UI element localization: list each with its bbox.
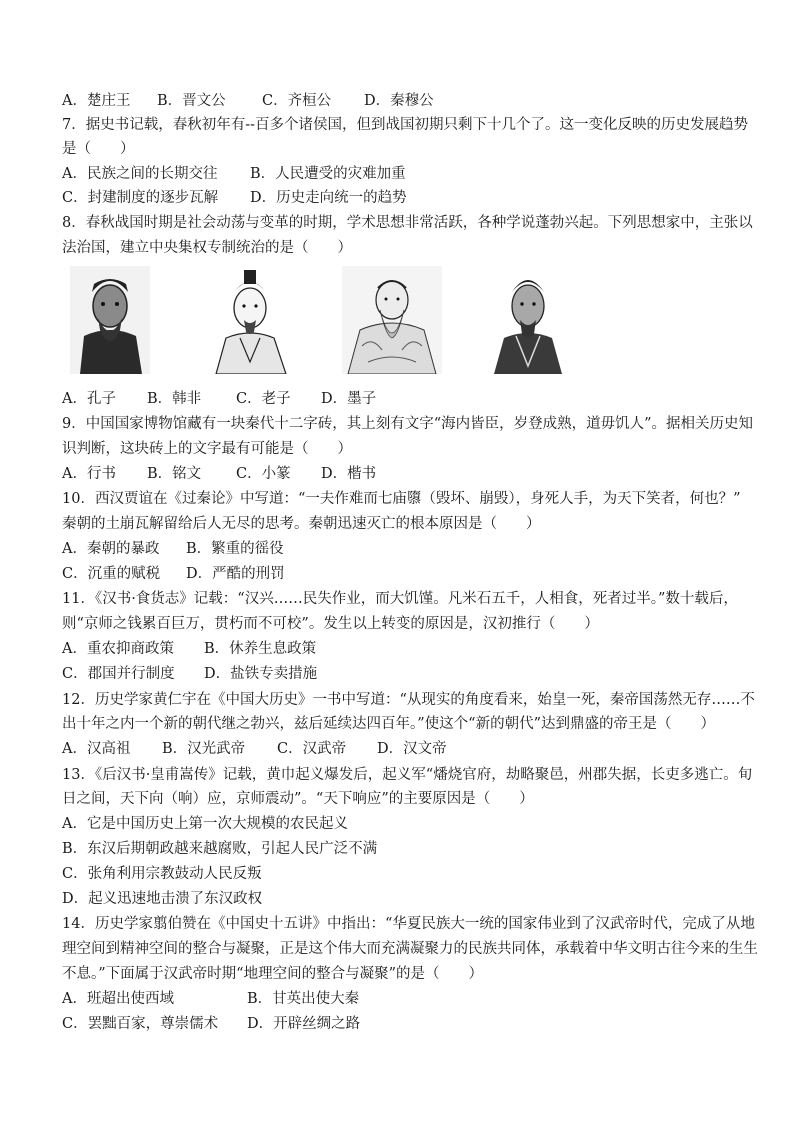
q12-options: [62, 737, 742, 761]
q7-options-row1: [62, 162, 742, 186]
q10-options-row2: [62, 562, 742, 586]
q10-stem-line1: 10．西汉贾谊在《过秦论》中写道：“一夫作难而七庙隳（毁坏、崩毁），身死人手，为天下笑者，何也？”: [62, 491, 741, 507]
q7-option-a: A．民族之间的长期交往: [62, 166, 218, 182]
q8-option-b: B．韩非: [147, 391, 202, 407]
q11-option-c: C．郡国并行制度: [62, 666, 175, 682]
q9-option-b: B．铭文: [147, 466, 202, 482]
q10-option-a: A．秦朝的暴政: [62, 541, 160, 557]
q14-option-c: C．罢黜百家，尊崇儒术: [62, 1016, 219, 1032]
q8-options: [62, 387, 742, 411]
q9-option-d: D．楷书: [321, 466, 377, 482]
q8-stem-line1: 8．春秋战国时期是社会动荡与变革的时期，学术思想非常活跃，各种学说蓬勃兴起。下列思想家中，主张以: [62, 215, 753, 231]
q10-option-c: C．沉重的赋税: [62, 566, 161, 582]
q11-option-a: A．重农抑商政策: [62, 641, 174, 657]
q13-option-d: D．起义迅速地击溃了东汉政权: [62, 891, 263, 907]
q9-options: [62, 462, 742, 486]
q8-stem-line2: 法治国，建立中央集权专制统治的是（ ）: [62, 240, 352, 256]
q12-option-c: C．汉武帝: [277, 741, 347, 757]
q10-stem-line2: 秦朝的土崩瓦解留给后人无尽的思考。秦朝迅速灭亡的根本原因是（ ）: [62, 516, 541, 532]
q12-stem-line2: 出十年之内一个新的朝代继之勃兴，兹后延续达四百年。”使这个“新的朝代”达到鼎盛的帝王是（ ）: [62, 716, 715, 732]
q7-option-d: D．历史走向统一的趋势: [250, 190, 407, 206]
q11-stem-line2: 则“京师之钱累百巨万，贯朽而不可校”。发生以上转变的原因是，汉初推行（ ）: [62, 616, 599, 632]
q13-option-c: C．张角利用宗教鼓动人民反叛: [62, 866, 262, 882]
q14-option-d: D．开辟丝绸之路: [247, 1016, 361, 1032]
portrait-confucius-image: [70, 266, 150, 374]
q13-stem-line1: 13．《后汉书·皇甫嵩传》记载，黄巾起义爆发后，起义军“燔烧官府，劫略聚邑，州郡失据，长吏多逃亡。旬: [62, 767, 753, 783]
q11-option-b: B．休养生息政策: [204, 641, 317, 657]
q13-stem-line2: 日之间，天下向（响）应，京师震动”。“天下响应”的主要原因是（ ）: [62, 791, 534, 807]
q13-option-b: B．东汉后期朝政越来越腐败，引起人民广泛不满: [62, 841, 378, 857]
q7-option-b: B．人民遭受的灾难加重: [250, 166, 406, 182]
q6-option-a: A．楚庄王: [62, 93, 131, 109]
q14-options-row1: [62, 987, 742, 1011]
portrait-mozi-image: [488, 266, 568, 374]
q7-stem-line1: 7．据史书记载，春秋初年有--百多个诸侯国，但到战国初期只剩下十几个了。这一变化反映的历史发展趋势: [62, 117, 749, 133]
q7-options-row2: [62, 186, 742, 210]
q12-option-a: A．汉高祖: [62, 741, 131, 757]
q9-option-c: C．小篆: [236, 466, 291, 482]
q9-stem-line1: 9．中国国家博物馆藏有一块秦代十二字砖，其上刻有文字“海内皆臣，岁登成熟，道毋饥人”。据相关历史知: [62, 416, 754, 432]
portrait-laozi-image: [342, 266, 442, 374]
q8-option-d: D．墨子: [321, 391, 377, 407]
q13-option-a: A．它是中国历史上第一次大规模的农民起义: [62, 816, 348, 832]
thinker-portraits: [62, 266, 562, 378]
q12-stem-line1: 12．历史学家黄仁宇在《中国大历史》一书中写道：“从现实的角度看来，始皇一死，秦帝国荡然无存……不: [62, 692, 755, 708]
q14-option-a: A．班超出使西域: [62, 991, 174, 1007]
q11-stem-line1: 11．《汉书·食货志》记载：“汉兴……民失作业，而大饥馑。凡米石五千，人相食，死者过半。”数十载后，: [62, 591, 738, 607]
q9-stem-line2: 识判断，这块砖上的文字最有可能是（ ）: [62, 441, 352, 457]
q12-option-b: B．汉光武帝: [162, 741, 246, 757]
q14-stem-line1: 14．历史学家翦伯赞在《中国史十五讲》中指出：“华夏民族大一统的国家伟业到了汉武帝时代，完成了从地: [62, 916, 755, 932]
q8-option-a: A．孔子: [62, 391, 116, 407]
q12-option-d: D．汉文帝: [377, 741, 447, 757]
q6-option-d: D．秦穆公: [364, 93, 434, 109]
q6-option-c: C．齐桓公: [262, 93, 332, 109]
q7-stem-line2: 是（ ）: [62, 141, 135, 157]
q11-options-row2: [62, 662, 742, 686]
q8-option-c: C．老子: [236, 391, 291, 407]
q14-stem-line3: 不息。”下面属于汉武帝时期“地理空间的整合与凝聚”的是（ ）: [62, 966, 483, 982]
q6-options: [62, 89, 742, 113]
q10-options-row1: [62, 537, 742, 561]
q14-options-row2: [62, 1012, 742, 1036]
q6-option-b: B．晋文公: [157, 93, 226, 109]
q11-option-d: D．盐铁专卖措施: [204, 666, 318, 682]
q9-option-a: A．行书: [62, 466, 116, 482]
q10-option-b: B．繁重的徭役: [186, 541, 284, 557]
q14-option-b: B．甘英出使大秦: [247, 991, 360, 1007]
portrait-hanfei-image: [210, 266, 290, 374]
q7-option-c: C．封建制度的逐步瓦解: [62, 190, 219, 206]
q14-stem-line2: 理空间到精神空间的整合与凝聚，正是这个伟大而充满凝聚力的民族共同体，承载着中华文明古往今来的生生: [62, 941, 758, 957]
q11-options-row1: [62, 637, 742, 661]
q10-option-d: D．严酷的刑罚: [186, 566, 285, 582]
